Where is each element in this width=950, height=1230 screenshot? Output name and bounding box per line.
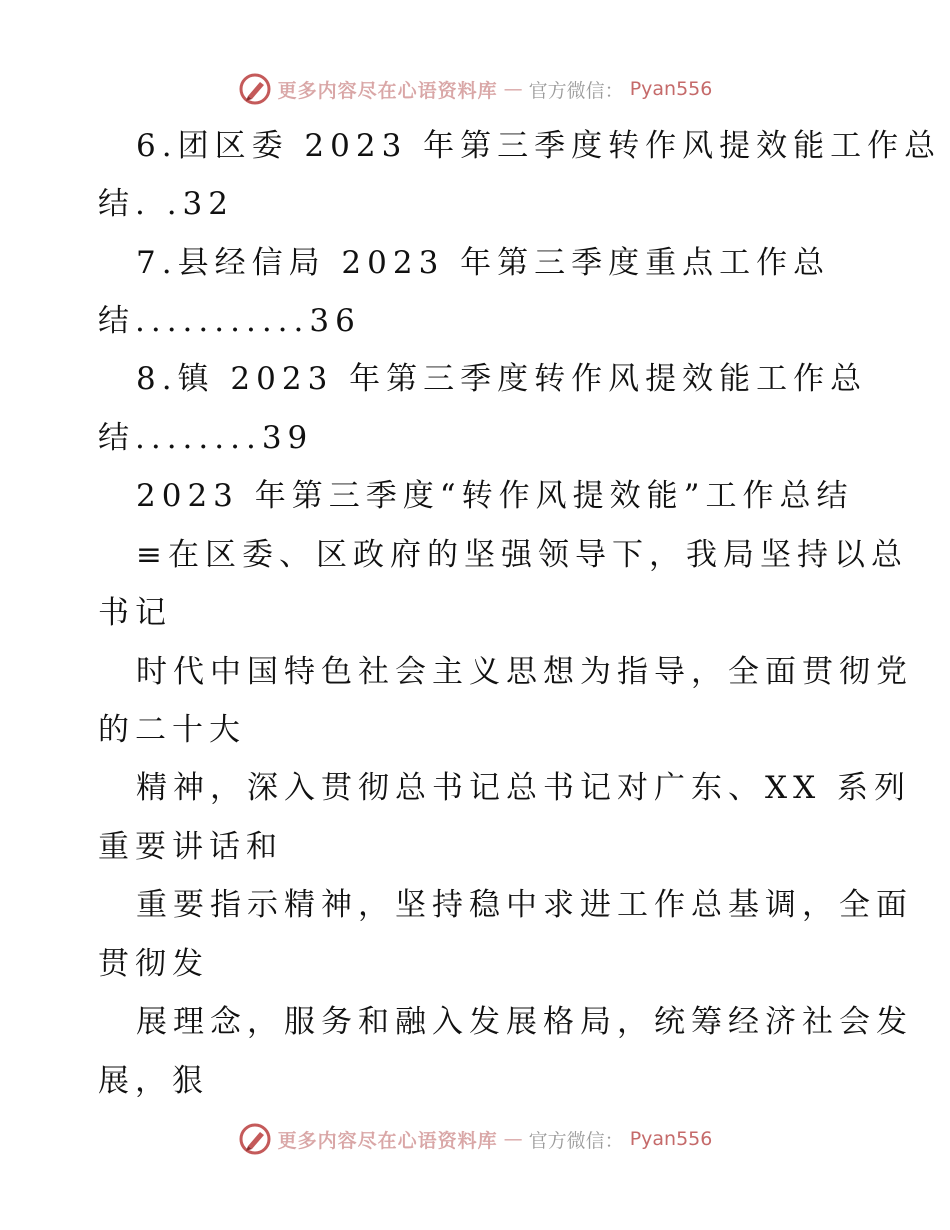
watermark-footer (0, 1122, 950, 1156)
toc-entry-7-page: 结...........36 (98, 303, 361, 339)
paragraph-line: 重要指示精神，坚持稳中求进工作总基调，全面 (136, 887, 913, 923)
watermark-text: 更多内容尽在心语资料库 (277, 79, 498, 102)
paragraph-line: 精神，深入贯彻总书记总书记对广东、XX 系列 (136, 770, 911, 806)
watermark-text: 更多内容尽在心语资料库 (277, 1129, 498, 1152)
paragraph-line: 时代中国特色社会主义思想为指导，全面贯彻党 (136, 654, 913, 690)
paragraph-line: 书记 (98, 595, 172, 631)
paragraph-line: 展，狠 (98, 1063, 209, 1099)
pen-logo-icon (238, 72, 272, 106)
toc-entry-6-page: 结. .32 (98, 186, 235, 222)
pen-logo-icon (238, 1122, 272, 1156)
toc-entry-8-page: 结........39 (98, 420, 314, 456)
watermark-dash: — (503, 1128, 523, 1150)
watermark-id: Pyan556 (629, 1128, 713, 1150)
toc-entry-7: 7.县经信局 2023 年第三季度重点工作总 (136, 245, 831, 281)
paragraph-line: ≡在区委、区政府的坚强领导下，我局坚持以总 (136, 537, 908, 573)
toc-entry-8: 8.镇 2023 年第三季度转作风提效能工作总 (136, 361, 868, 397)
paragraph-line: 重要讲话和 (98, 829, 283, 865)
paragraph-line: 展理念，服务和融入发展格局，统筹经济社会发 (136, 1004, 913, 1040)
paragraph-line: 的二十大 (98, 712, 246, 748)
watermark-id: Pyan556 (629, 78, 713, 100)
watermark-dash: — (503, 78, 523, 100)
toc-entry-6: 6.团区委 2023 年第三季度转作风提效能工作总 (136, 128, 942, 164)
paragraph-line: 贯彻发 (98, 946, 209, 982)
watermark-label: 官方微信： (528, 1129, 624, 1152)
watermark-label: 官方微信： (528, 79, 624, 102)
watermark-header (0, 72, 950, 106)
section-title: 2023 年第三季度“转作风提效能”工作总结 (136, 478, 854, 514)
